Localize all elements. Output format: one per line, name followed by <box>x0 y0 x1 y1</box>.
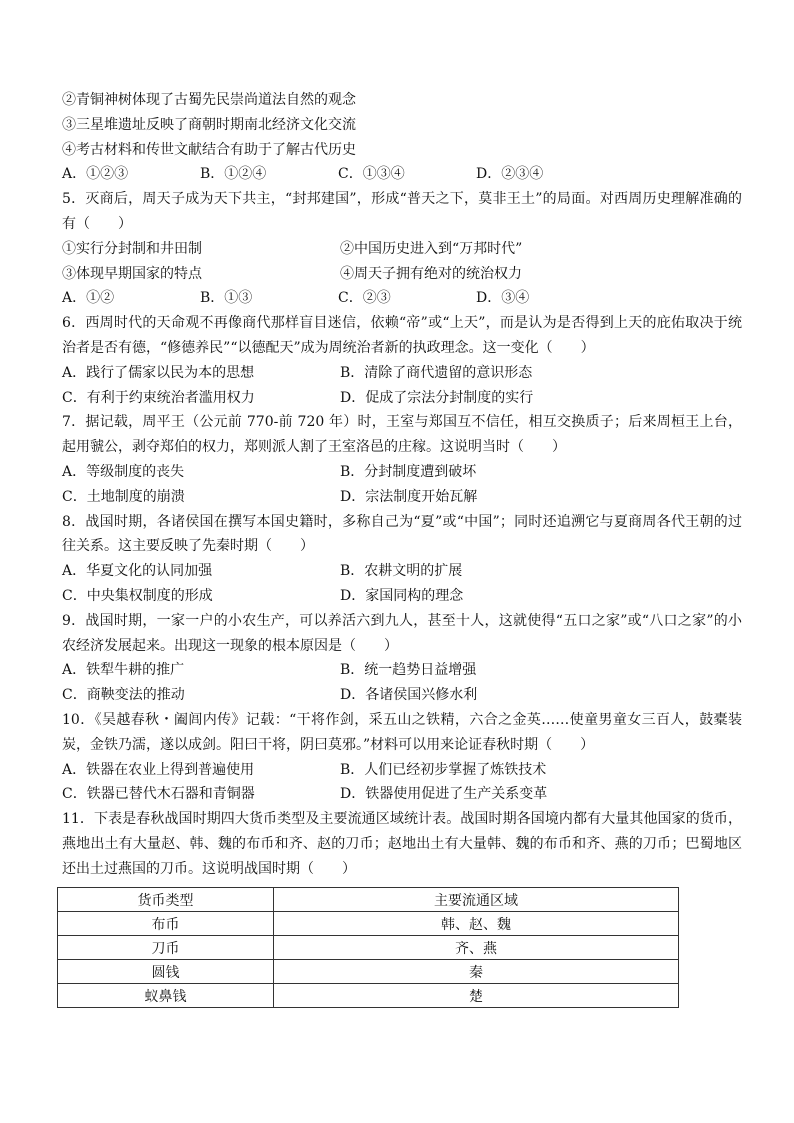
q4-option-a: A．①②③ <box>62 166 129 183</box>
q9-option-c: C．商鞅变法的推动 <box>62 687 185 704</box>
table-cell: 楚 <box>274 984 679 1008</box>
q5-item-1: ①实行分封制和井田制 <box>62 240 202 257</box>
q8-stem: 8．战国时期，各诸侯国在撰写本国史籍时，多称自己为“夏”或“中国”；同时还追溯它与夏商周各代王朝的过往关系。这主要反映了先秦时期（ ） <box>62 513 742 555</box>
q7-option-c: C．土地制度的崩溃 <box>62 488 185 505</box>
q11-stem: 11．下表是春秋战国时期四大货币类型及主要流通区域统计表。战国时期各国境内都有大量其他国家的货币，燕地出土有大量赵、韩、魏的布币和齐、赵的刀币；赵地出土有大量韩、魏的布币和齐、燕的刀币；巴蜀地区还出土过燕国的刀币。这说明战国时期（ ） <box>62 811 742 877</box>
q6-option-d: D．促成了宗法分封制度的实行 <box>340 389 534 406</box>
table-cell: 圆钱 <box>58 960 274 984</box>
q7-option-d: D．宗法制度开始瓦解 <box>340 488 478 505</box>
q5-items-row-2 <box>62 262 742 287</box>
q4-item-3: ③三星堆遗址反映了商朝时期南北经济文化交流 <box>62 116 356 133</box>
q9-option-a: A．铁犁牛耕的推广 <box>62 662 185 679</box>
q4-option-c: C．①③④ <box>338 166 405 183</box>
q7-option-b: B．分封制度遭到破坏 <box>340 463 477 480</box>
q8-option-c: C．中央集权制度的形成 <box>62 587 213 604</box>
currency-table <box>57 887 679 1008</box>
q9-option-d: D．各诸侯国兴修水利 <box>340 687 478 704</box>
table-cell: 布币 <box>58 912 274 936</box>
q10-stem: 10．《吴越春秋・阖闾内传》记载：“干将作剑，采五山之铁精，六合之金英……使童男童女三百人，鼓橐装炭，金铁乃濡，遂以成剑。阳曰干将，阴曰莫邪。”材料可以用来论证春秋时期（ ） <box>62 711 742 753</box>
q10-option-b: B．人们已经初步掌握了炼铁技术 <box>340 761 547 778</box>
table-header-row <box>58 888 679 912</box>
q6-stem: 6．西周时代的天命观不再像商代那样盲目迷信，依赖“帝”或“上天”，而是认为是否得到上天的庇佑取决于统治者是否有德，“修德养民”“以德配天”成为周统治者新的执政理念。这一变化（ ） <box>62 315 742 356</box>
table-cell: 蚁鼻钱 <box>58 984 274 1008</box>
q4-item-4: ④考古材料和传世文献结合有助于了解古代历史 <box>62 141 356 158</box>
q8-option-a: A．华夏文化的认同加强 <box>62 563 213 580</box>
q6-options-row-1 <box>62 361 742 386</box>
q6-option-a: A．践行了儒家以民为本的思想 <box>62 364 255 381</box>
q4-item-2: ②青铜神树体现了古蜀先民崇尚道法自然的观念 <box>62 92 356 108</box>
q5-option-d: D．③④ <box>476 290 530 307</box>
q7-option-a: A．等级制度的丧失 <box>62 463 185 480</box>
exam-page <box>62 88 742 882</box>
table-cell: 秦 <box>274 960 679 984</box>
q8-options-row-2 <box>62 584 742 609</box>
table-cell: 齐、燕 <box>274 936 679 960</box>
q5-item-3: ③体现早期国家的特点 <box>62 265 202 282</box>
table-header-cell: 货币类型 <box>58 888 274 912</box>
table-cell: 刀币 <box>58 936 274 960</box>
q5-option-b: B．①③ <box>200 290 253 307</box>
table-row <box>58 984 679 1008</box>
q9-options-row-2 <box>62 683 742 708</box>
table-cell: 韩、赵、魏 <box>274 912 679 936</box>
table-row <box>58 936 679 960</box>
q5-option-c: C．②③ <box>338 290 391 307</box>
q7-options-row-2 <box>62 485 742 510</box>
table-header-cell: 主要流通区域 <box>274 888 679 912</box>
q8-option-b: B．农耕文明的扩展 <box>340 563 463 580</box>
q4-options <box>62 162 742 187</box>
q7-options-row-1 <box>62 460 742 485</box>
q7-stem: 7．据记载，周平王（公元前 770-前 720 年）时，王室与郑国互不信任，相互交换质子；后来周桓王上台，起用虢公，剥夺郑伯的权力，郑则派人割了王室洛邑的庄稼。这说明当时（ ） <box>62 414 742 456</box>
q9-stem: 9．战国时期，一家一户的小农生产，可以养活六到九人，甚至十人，这就使得“五口之家”或“八口之家”的小农经济发展起来。出现这一现象的根本原因是（ ） <box>62 612 742 654</box>
q5-item-2: ②中国历史进入到“万邦时代” <box>340 240 523 257</box>
q9-option-b: B．统一趋势日益增强 <box>340 662 477 679</box>
q10-option-d: D．铁器使用促进了生产关系变革 <box>340 786 548 803</box>
q8-options-row-1 <box>62 559 742 584</box>
q10-options-row-1 <box>62 758 742 783</box>
table-row <box>58 960 679 984</box>
q10-options-row-2 <box>62 782 742 807</box>
q4-option-b: B．①②④ <box>200 166 267 183</box>
table-row <box>58 912 679 936</box>
q6-options-row-2 <box>62 386 742 411</box>
q10-option-a: A．铁器在农业上得到普遍使用 <box>62 761 255 778</box>
q8-option-d: D．家国同构的理念 <box>340 587 464 604</box>
q5-option-a: A．①② <box>62 290 115 307</box>
q10-option-c: C．铁器已替代木石器和青铜器 <box>62 786 255 803</box>
q4-option-d: D．②③④ <box>476 166 544 183</box>
q6-option-c: C．有利于约束统治者滥用权力 <box>62 389 255 406</box>
q6-option-b: B．清除了商代遗留的意识形态 <box>340 364 533 381</box>
q5-stem: 5．灭商后，周天子成为天下共主，“封邦建国”，形成“普天之下，莫非王土”的局面。对西周历史理解准确的有（ ） <box>62 191 742 232</box>
q5-items-row-1 <box>62 237 742 262</box>
q9-options-row-1 <box>62 658 742 683</box>
q5-item-4: ④周天子拥有绝对的统治权力 <box>340 265 522 282</box>
q5-options <box>62 286 742 311</box>
